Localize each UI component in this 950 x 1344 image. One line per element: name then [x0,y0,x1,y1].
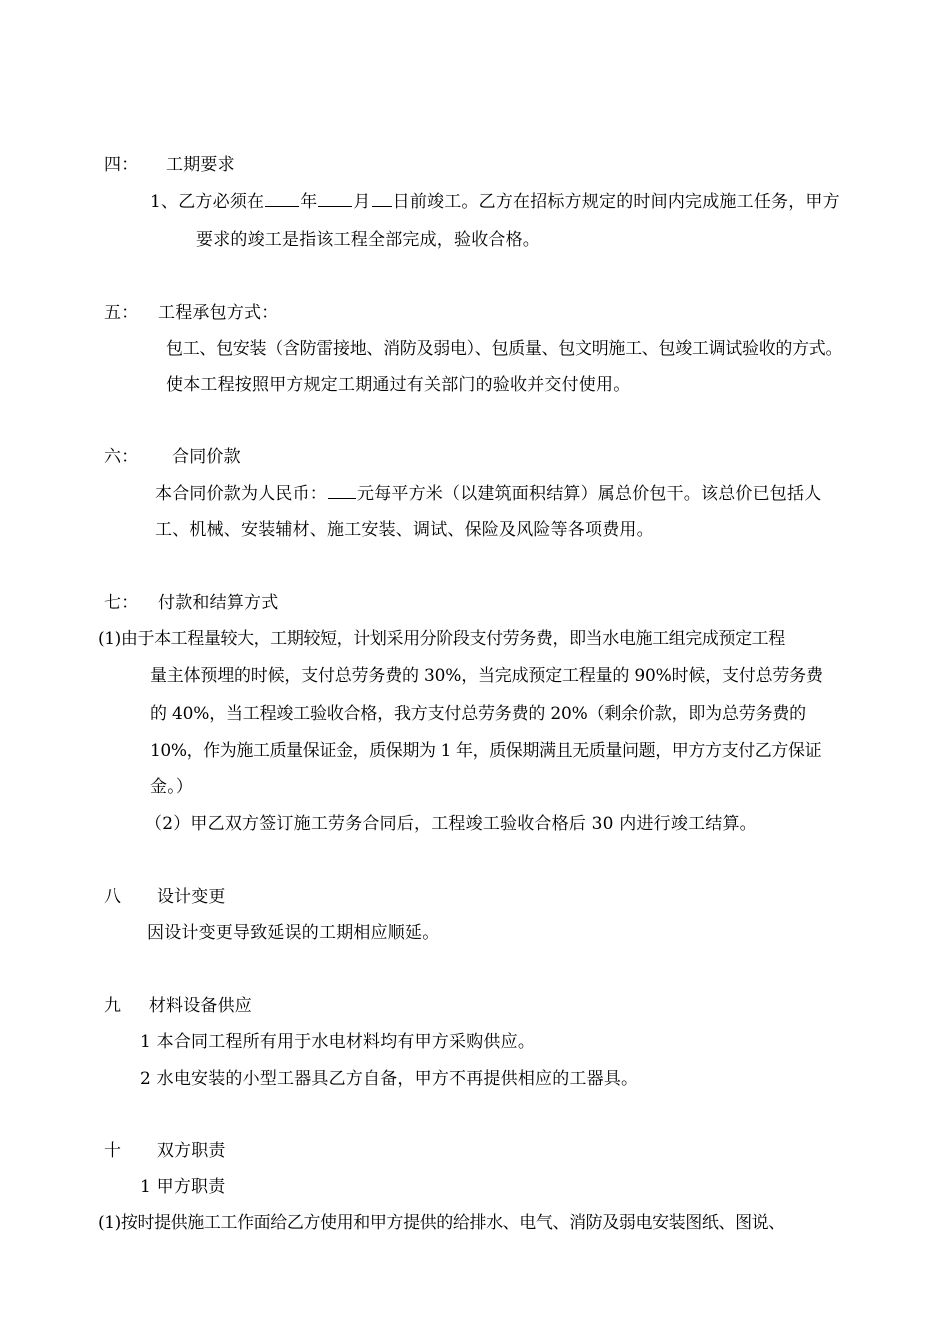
text-fragment: 2 水电安装的小型工器具乙方自备，甲方不再提供相应的工器具。 [140,1069,639,1089]
text-fragment: 量主体预埋的时候，支付总劳务费的 30%，当完成预定工程量的 90%时候，支付总劳务费 [150,666,823,686]
section-title: 工程承包方式： [158,303,279,323]
text-fragment: 金。） [150,777,194,797]
section-9-line-2 [140,1068,638,1090]
section-title: 付款和结算方式 [158,593,279,613]
text-fragment: （2）甲乙双方签订施工劳务合同后，工程竣工验收合格后 30 内进行竣工结算。 [145,814,757,834]
section-6-heading [104,446,241,468]
section-10-line-2 [98,1212,785,1234]
section-title: 材料设备供应 [148,996,253,1016]
section-7-line-1 [98,628,785,650]
text-fragment: 本合同价款为人民币： [155,484,327,504]
section-number: 六： [104,447,139,467]
text-fragment: 的 40%，当工程竣工验收合格，我方支付总劳务费的 20%（剩余价款，即为总劳务费的 [150,704,806,724]
day-blank [372,191,392,207]
section-6-line-2 [155,519,654,541]
month-label: 月 [353,192,371,212]
text-fragment: (1)由于本工程量较大，工期较短，计划采用分阶段支付劳务费，即当水电施工组完成预定工程 [98,629,785,649]
section-title: 合同价款 [172,447,241,467]
text-fragment: 使本工程按照甲方规定工期通过有关部门的验收并交付使用。 [166,375,631,395]
section-number: 八 [104,887,122,907]
text-fragment: 1 本合同工程所有用于水电材料均有甲方采购供应。 [140,1032,536,1052]
text-fragment: 包工、包安装（含防雷接地、消防及弱电）、包质量、包文明施工、包竣工调试验收的方式。 [166,339,843,359]
text-fragment: 工、机械、安装辅材、施工安装、调试、保险及风险等各项费用。 [155,520,654,540]
text-fragment: 1、乙方必须在 [150,192,265,212]
section-6-line-1 [155,483,821,505]
section-5-heading [104,302,278,324]
text-fragment: 要求的竣工是指该工程全部完成，验收合格。 [196,230,540,250]
text-fragment: (1)按时提供施工工作面给乙方使用和甲方提供的给排水、电气、消防及弱电安装图纸、图说、 [98,1213,785,1233]
section-7-line-3 [150,703,806,725]
section-title: 设计变更 [156,887,226,907]
section-5-line-2 [166,374,630,396]
section-10-line-1 [140,1176,225,1198]
section-9-heading [104,995,252,1017]
section-10-heading [104,1140,226,1162]
section-4-paragraph-line-1 [150,191,840,213]
section-number: 四： [104,155,139,175]
section-7-line-4 [150,740,821,762]
section-number: 九 [104,996,122,1016]
year-label: 年 [300,192,318,212]
section-title: 双方职责 [156,1141,226,1161]
section-7-line-6 [145,813,757,835]
section-8-line-1 [147,922,439,944]
section-8-heading [104,886,226,908]
year-blank [265,191,299,207]
month-blank [318,191,352,207]
text-fragment: 10%，作为施工质量保证金，质保期为 1 年，质保期满且无质量问题，甲方方支付乙方保证 [150,741,822,761]
text-fragment: 元每平方米（以建筑面积结算）属总价包干。该总价已包括人 [357,484,822,504]
section-4-heading [104,154,235,176]
section-7-heading [104,592,278,614]
text-fragment: 日前竣工。乙方在招标方规定的时间内完成施工任务，甲方 [392,192,840,212]
section-9-line-1 [140,1031,535,1053]
section-number: 五： [104,303,139,323]
section-number: 七： [104,593,139,613]
price-blank [328,483,356,499]
section-4-paragraph-line-2 [196,229,540,251]
section-7-line-2 [150,665,823,687]
section-title: 工期要求 [166,155,235,175]
section-7-line-5 [150,776,193,798]
section-number: 十 [104,1141,122,1161]
section-5-line-1 [166,338,842,360]
text-fragment: 因设计变更导致延误的工期相应顺延。 [147,923,440,943]
text-fragment: 1 甲方职责 [140,1177,226,1197]
